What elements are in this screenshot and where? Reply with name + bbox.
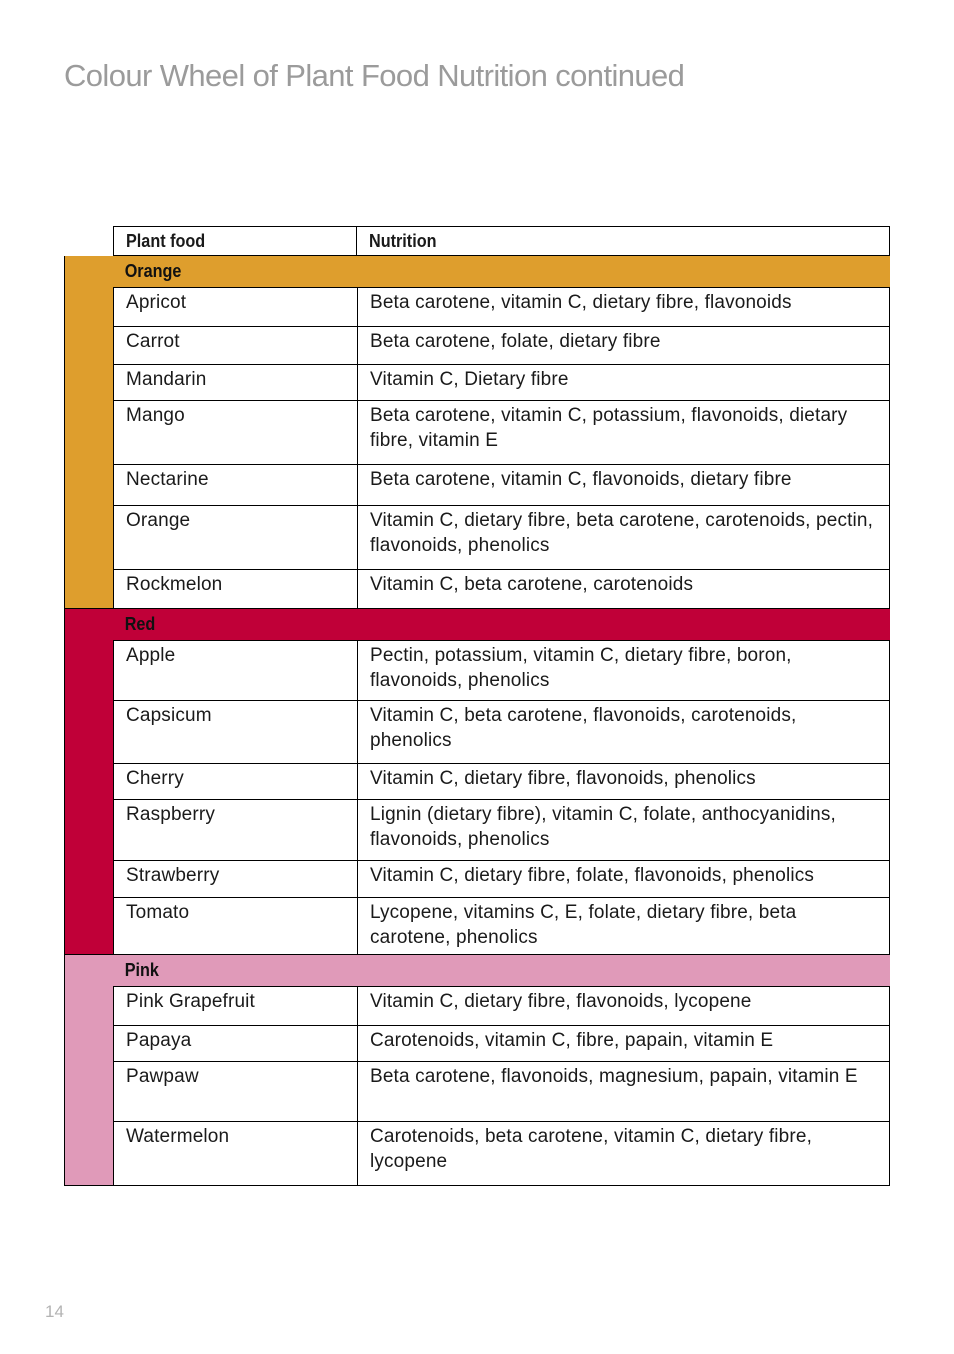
group-color-strip-red — [65, 609, 113, 954]
nutrition-cell: Pectin, potassium, vitamin C, dietary fibre, boron, flavonoids, phenolics — [370, 645, 792, 691]
nutrition-cell: Vitamin C, beta carotene, flavonoids, carotenoids, phenolics — [370, 705, 797, 751]
header-nutrition: Nutrition — [369, 231, 437, 251]
nutrition-cell: Beta carotene, vitamin C, flavonoids, dietary fibre — [370, 469, 792, 490]
plant-food-cell: Rockmelon — [114, 570, 358, 608]
table-header — [113, 226, 890, 256]
plant-food-cell: Apricot — [114, 288, 358, 326]
nutrition-cell: Lycopene, vitamins C, E, folate, dietary fibre, beta carotene, phenolics — [370, 902, 797, 948]
nutrition-table — [64, 226, 890, 1186]
plant-food-cell: Mango — [114, 401, 358, 464]
group-color-strip-orange — [65, 256, 113, 608]
plant-food-cell: Nectarine — [114, 465, 358, 505]
group-label: Orange — [124, 261, 182, 281]
table-row — [114, 800, 889, 861]
plant-food-cell: Cherry — [114, 764, 358, 799]
group-red — [64, 609, 890, 955]
header-plant-food: Plant food — [114, 227, 357, 255]
table-row — [114, 365, 889, 401]
table-row — [114, 987, 889, 1026]
table-row — [114, 898, 889, 954]
plant-food-cell: Pawpaw — [114, 1062, 358, 1121]
group-header-row — [113, 256, 890, 288]
group-body-pink — [113, 955, 890, 1185]
table-row — [114, 506, 889, 570]
table-row — [114, 764, 889, 800]
plant-food-cell: Pink Grapefruit — [114, 987, 358, 1025]
group-header-row — [113, 609, 890, 641]
nutrition-cell: Vitamin C, dietary fibre, flavonoids, lycopene — [370, 991, 752, 1012]
table-row — [114, 1062, 889, 1122]
nutrition-cell: Vitamin C, beta carotene, carotenoids — [370, 574, 694, 595]
table-row — [114, 570, 889, 608]
table-row — [114, 641, 889, 701]
page-number: 14 — [45, 1302, 64, 1321]
plant-food-cell: Apple — [114, 641, 358, 700]
plant-food-cell: Carrot — [114, 327, 358, 364]
table-groups — [64, 256, 890, 1186]
nutrition-cell: Vitamin C, dietary fibre, beta carotene, carotenoids, pectin, flavonoids, phenolics — [370, 510, 874, 556]
table-row — [114, 465, 889, 506]
table-row — [114, 327, 889, 365]
nutrition-cell: Beta carotene, flavonoids, magnesium, papain, vitamin E — [370, 1066, 858, 1087]
group-header-row — [113, 955, 890, 987]
nutrition-cell: Carotenoids, beta carotene, vitamin C, dietary fibre, lycopene — [370, 1126, 812, 1172]
nutrition-cell: Vitamin C, dietary fibre, flavonoids, phenolics — [370, 768, 756, 789]
plant-food-cell: Capsicum — [114, 701, 358, 763]
plant-food-cell: Orange — [114, 506, 358, 569]
nutrition-cell: Vitamin C, Dietary fibre — [370, 369, 569, 390]
plant-food-cell: Raspberry — [114, 800, 358, 860]
nutrition-cell: Beta carotene, folate, dietary fibre — [370, 331, 661, 352]
nutrition-cell: Vitamin C, dietary fibre, folate, flavonoids, phenolics — [370, 865, 815, 886]
group-color-strip-pink — [65, 955, 113, 1185]
table-row — [114, 861, 889, 898]
table-row — [114, 288, 889, 327]
group-body-red — [113, 609, 890, 954]
nutrition-cell: Beta carotene, vitamin C, dietary fibre, flavonoids — [370, 292, 792, 313]
group-label: Pink — [124, 960, 159, 980]
table-row — [114, 1122, 889, 1185]
page-title: Colour Wheel of Plant Food Nutrition continued — [64, 58, 685, 93]
table-row — [114, 1026, 889, 1062]
group-pink — [64, 955, 890, 1186]
plant-food-cell: Strawberry — [114, 861, 358, 897]
group-orange — [64, 256, 890, 609]
nutrition-cell: Carotenoids, vitamin C, fibre, papain, vitamin E — [370, 1030, 774, 1051]
group-label: Red — [124, 614, 156, 634]
plant-food-cell: Tomato — [114, 898, 358, 954]
plant-food-cell: Mandarin — [114, 365, 358, 400]
nutrition-cell: Lignin (dietary fibre), vitamin C, folate, anthocyanidins, flavonoids, phenolics — [370, 804, 836, 850]
group-body-orange — [113, 256, 890, 608]
table-row — [114, 401, 889, 465]
plant-food-cell: Papaya — [114, 1026, 358, 1061]
plant-food-cell: Watermelon — [114, 1122, 358, 1185]
table-row — [114, 701, 889, 764]
nutrition-cell: Beta carotene, vitamin C, potassium, flavonoids, dietary fibre, vitamin E — [370, 405, 848, 451]
